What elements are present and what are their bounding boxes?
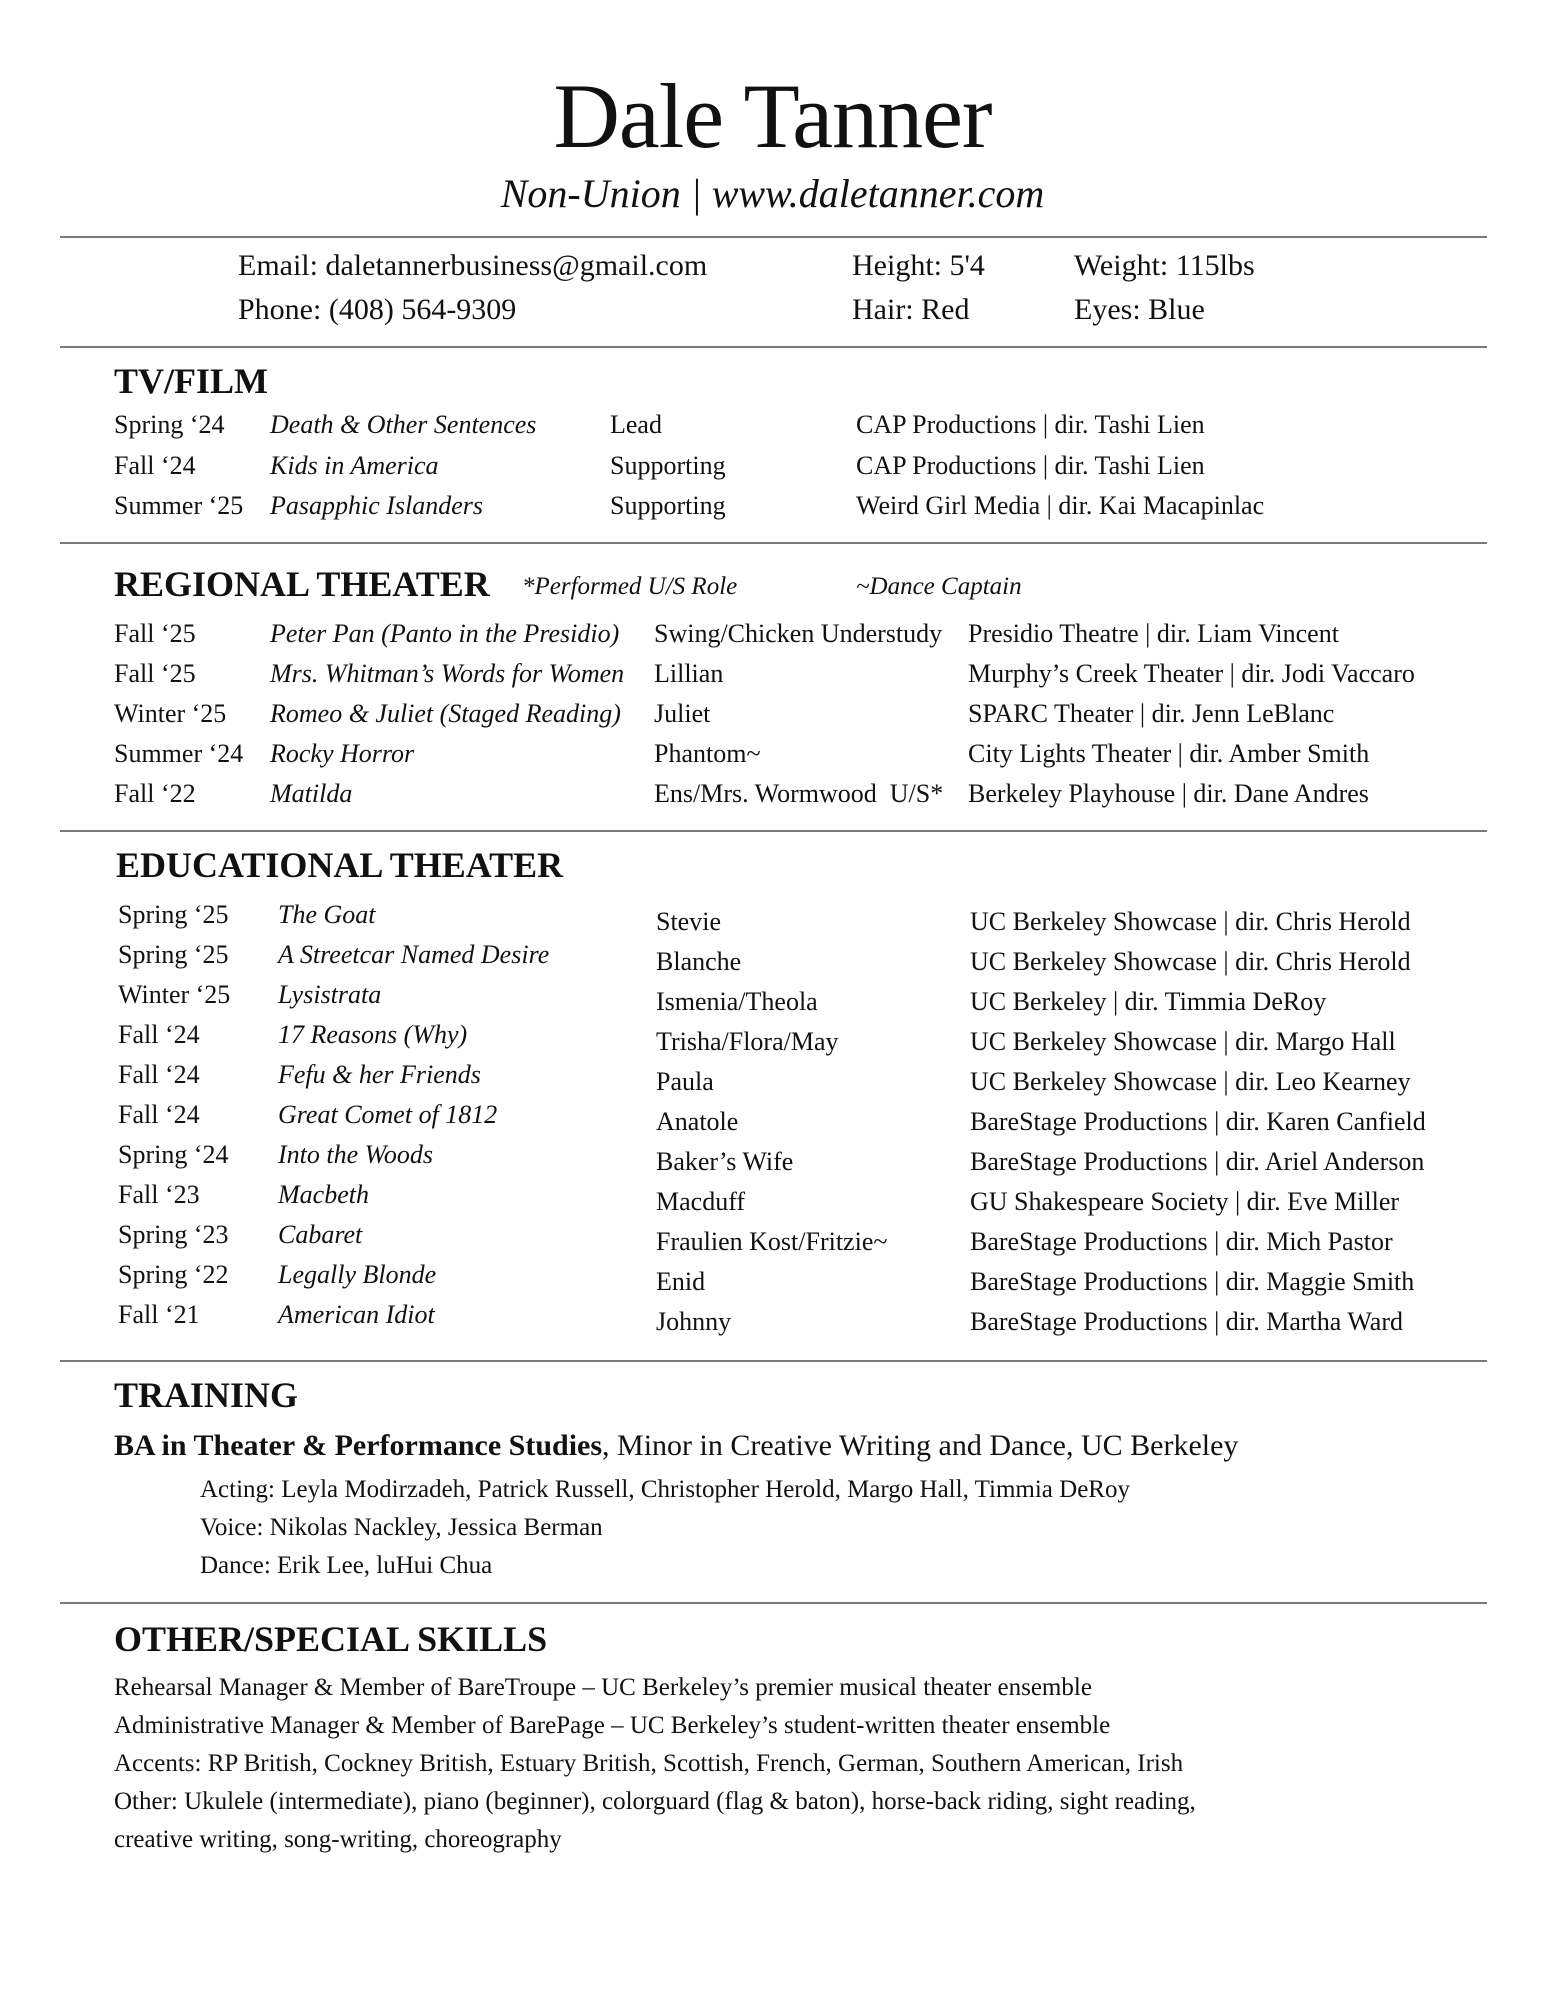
credit-title: Cabaret xyxy=(278,1220,363,1249)
credit-company: BareStage Productions | dir. Maggie Smith xyxy=(970,1267,1415,1296)
divider xyxy=(60,346,1487,348)
credit-title: Kids in America xyxy=(270,451,439,480)
credit-date: Fall ‘25 xyxy=(114,619,196,648)
divider xyxy=(60,542,1487,544)
credit-row xyxy=(0,938,1545,976)
credit-role: Supporting xyxy=(610,491,726,520)
credit-role: Trisha/Flora/May xyxy=(656,1027,839,1056)
credit-date: Fall ‘22 xyxy=(114,779,196,808)
skill-line: creative writing, song-writing, choreography xyxy=(114,1826,562,1853)
degree-name: BA in Theater & Performance Studies xyxy=(114,1429,603,1462)
note-understudy: *Performed U/S Role xyxy=(522,573,738,600)
contact-email: Email: daletannerbusiness@gmail.com xyxy=(238,249,708,282)
stat-height: Height: 5'4 xyxy=(852,249,985,282)
credit-role: Lillian xyxy=(654,659,724,688)
credit-date: Fall ‘25 xyxy=(114,659,196,688)
credit-role: Baker’s Wife xyxy=(656,1147,794,1176)
divider xyxy=(60,236,1487,238)
credit-row xyxy=(0,489,1545,523)
credit-title: American Idiot xyxy=(278,1300,435,1329)
credit-row xyxy=(0,1018,1545,1056)
credit-company: City Lights Theater | dir. Amber Smith xyxy=(968,739,1370,768)
credit-company: Weird Girl Media | dir. Kai Macapinlac xyxy=(856,491,1265,520)
credit-row xyxy=(0,737,1545,771)
degree-line xyxy=(114,1428,1238,1464)
credit-role: Supporting xyxy=(610,451,726,480)
divider xyxy=(60,830,1487,832)
credit-title: Great Comet of 1812 xyxy=(278,1100,498,1129)
credit-role: Swing/Chicken Understudy xyxy=(654,619,943,648)
credit-title: Into the Woods xyxy=(278,1140,434,1169)
credit-title: Mrs. Whitman’s Words for Women xyxy=(270,659,625,688)
credit-date: Fall ‘24 xyxy=(114,451,196,480)
credit-role: Ens/Mrs. Wormwood U/S* xyxy=(654,779,944,808)
credit-company: BareStage Productions | dir. Martha Ward xyxy=(970,1307,1403,1336)
credit-title: Peter Pan (Panto in the Presidio) xyxy=(270,619,620,648)
union-website-line: Non-Union | www.daletanner.com xyxy=(500,171,1045,216)
credit-date: Spring ‘25 xyxy=(118,940,229,969)
credit-title: The Goat xyxy=(278,900,376,929)
credit-date: Fall ‘24 xyxy=(118,1060,200,1089)
credit-title: Matilda xyxy=(270,779,353,808)
credit-role: Paula xyxy=(656,1067,714,1096)
credit-title: Rocky Horror xyxy=(270,739,415,768)
credit-row xyxy=(0,1258,1545,1296)
skill-line: Accents: RP British, Cockney British, Estuary British, Scottish, French, German, Southern American, Irish xyxy=(114,1750,1184,1777)
section-title-training: TRAINING xyxy=(114,1375,299,1415)
credit-company: BareStage Productions | dir. Mich Pastor xyxy=(970,1227,1393,1256)
credit-role: Anatole xyxy=(656,1107,739,1136)
credit-date: Fall ‘24 xyxy=(118,1020,200,1049)
credit-row xyxy=(0,1298,1545,1336)
credit-date: Fall ‘24 xyxy=(118,1100,200,1129)
credit-row xyxy=(0,1098,1545,1136)
credit-role: Phantom~ xyxy=(654,739,761,768)
contact-phone: Phone: (408) 564-9309 xyxy=(238,293,517,326)
credit-company: BareStage Productions | dir. Karen Canfield xyxy=(970,1107,1426,1136)
actor-name: Dale Tanner xyxy=(553,65,992,167)
stat-weight: Weight: 115lbs xyxy=(1074,249,1255,282)
credit-role: Johnny xyxy=(656,1307,732,1336)
credit-company: UC Berkeley | dir. Timmia DeRoy xyxy=(970,987,1327,1016)
credit-title: Pasapphic Islanders xyxy=(270,491,484,520)
credit-date: Spring ‘24 xyxy=(118,1140,229,1169)
credit-role: Lead xyxy=(610,410,662,439)
skill-line: Other: Ukulele (intermediate), piano (beginner), colorguard (flag & baton), horse-back riding, sight reading, xyxy=(114,1788,1196,1815)
credit-company: GU Shakespeare Society | dir. Eve Miller xyxy=(970,1187,1400,1216)
credit-date: Winter ‘25 xyxy=(114,699,227,728)
credit-role: Stevie xyxy=(656,907,721,936)
credit-row xyxy=(0,697,1545,731)
section-title-regional: REGIONAL THEATER xyxy=(114,564,490,604)
credit-title: Romeo & Juliet (Staged Reading) xyxy=(270,699,621,728)
divider xyxy=(60,1360,1487,1362)
credit-company: CAP Productions | dir. Tashi Lien xyxy=(856,410,1205,439)
degree-details: , Minor in Creative Writing and Dance, UC Berkeley xyxy=(602,1429,1239,1462)
credit-row xyxy=(0,1178,1545,1216)
credit-row xyxy=(0,1138,1545,1176)
credit-title: Fefu & her Friends xyxy=(278,1060,481,1089)
credit-title: A Streetcar Named Desire xyxy=(278,940,550,969)
credit-row xyxy=(0,1218,1545,1256)
credit-role: Juliet xyxy=(654,699,711,728)
stat-hair: Hair: Red xyxy=(852,293,970,326)
credit-title: Lysistrata xyxy=(278,980,382,1009)
credit-role: Fraulien Kost/Fritzie~ xyxy=(656,1227,888,1256)
credit-date: Spring ‘22 xyxy=(118,1260,229,1289)
credit-row xyxy=(0,777,1545,811)
credit-row xyxy=(0,978,1545,1016)
section-title-skills: OTHER/SPECIAL SKILLS xyxy=(114,1619,548,1659)
credit-row xyxy=(0,657,1545,691)
credit-company: UC Berkeley Showcase | dir. Chris Herold xyxy=(970,947,1411,976)
section-title-tv-film: TV/FILM xyxy=(114,361,269,401)
credit-company: UC Berkeley Showcase | dir. Leo Kearney xyxy=(970,1067,1411,1096)
credit-date: Fall ‘23 xyxy=(118,1180,200,1209)
credit-role: Blanche xyxy=(656,947,742,976)
skill-line: Rehearsal Manager & Member of BareTroupe – UC Berkeley’s premier musical theater ensemble xyxy=(114,1674,1092,1701)
credit-company: SPARC Theater | dir. Jenn LeBlanc xyxy=(968,699,1335,728)
credit-date: Summer ‘25 xyxy=(114,491,244,520)
credit-date: Spring ‘23 xyxy=(118,1220,229,1249)
stat-eyes: Eyes: Blue xyxy=(1074,293,1205,326)
training-voice: Voice: Nikolas Nackley, Jessica Berman xyxy=(200,1514,603,1541)
credit-company: CAP Productions | dir. Tashi Lien xyxy=(856,451,1205,480)
credit-company: Presidio Theatre | dir. Liam Vincent xyxy=(968,619,1339,648)
skill-line: Administrative Manager & Member of BarePage – UC Berkeley’s student-written theater ensemble xyxy=(114,1712,1111,1739)
credit-date: Spring ‘25 xyxy=(118,900,229,929)
training-dance: Dance: Erik Lee, luHui Chua xyxy=(200,1552,493,1579)
credit-title: 17 Reasons (Why) xyxy=(278,1020,468,1049)
credit-company: Murphy’s Creek Theater | dir. Jodi Vaccaro xyxy=(968,659,1415,688)
credit-company: Berkeley Playhouse | dir. Dane Andres xyxy=(968,779,1369,808)
credit-company: UC Berkeley Showcase | dir. Chris Herold xyxy=(970,907,1411,936)
divider xyxy=(60,1602,1487,1604)
credit-row xyxy=(0,408,1545,442)
credit-company: UC Berkeley Showcase | dir. Margo Hall xyxy=(970,1027,1396,1056)
credit-date: Winter ‘25 xyxy=(118,980,231,1009)
training-acting: Acting: Leyla Modirzadeh, Patrick Russell, Christopher Herold, Margo Hall, Timmia DeRoy xyxy=(200,1476,1130,1503)
credit-title: Death & Other Sentences xyxy=(270,410,537,439)
note-dance-captain: ~Dance Captain xyxy=(856,573,1022,600)
credit-row xyxy=(0,449,1545,483)
credit-date: Spring ‘24 xyxy=(114,410,225,439)
credit-role: Macduff xyxy=(656,1187,746,1216)
credit-role: Enid xyxy=(656,1267,706,1296)
credit-company: BareStage Productions | dir. Ariel Anderson xyxy=(970,1147,1425,1176)
section-title-educational: EDUCATIONAL THEATER xyxy=(116,845,564,885)
credit-title: Macbeth xyxy=(278,1180,369,1209)
credit-row xyxy=(0,1058,1545,1096)
credit-date: Fall ‘21 xyxy=(118,1300,200,1329)
credit-role: Ismenia/Theola xyxy=(656,987,818,1016)
credit-row xyxy=(0,898,1545,936)
credit-title: Legally Blonde xyxy=(278,1260,437,1289)
credit-date: Summer ‘24 xyxy=(114,739,244,768)
credit-row xyxy=(0,617,1545,651)
